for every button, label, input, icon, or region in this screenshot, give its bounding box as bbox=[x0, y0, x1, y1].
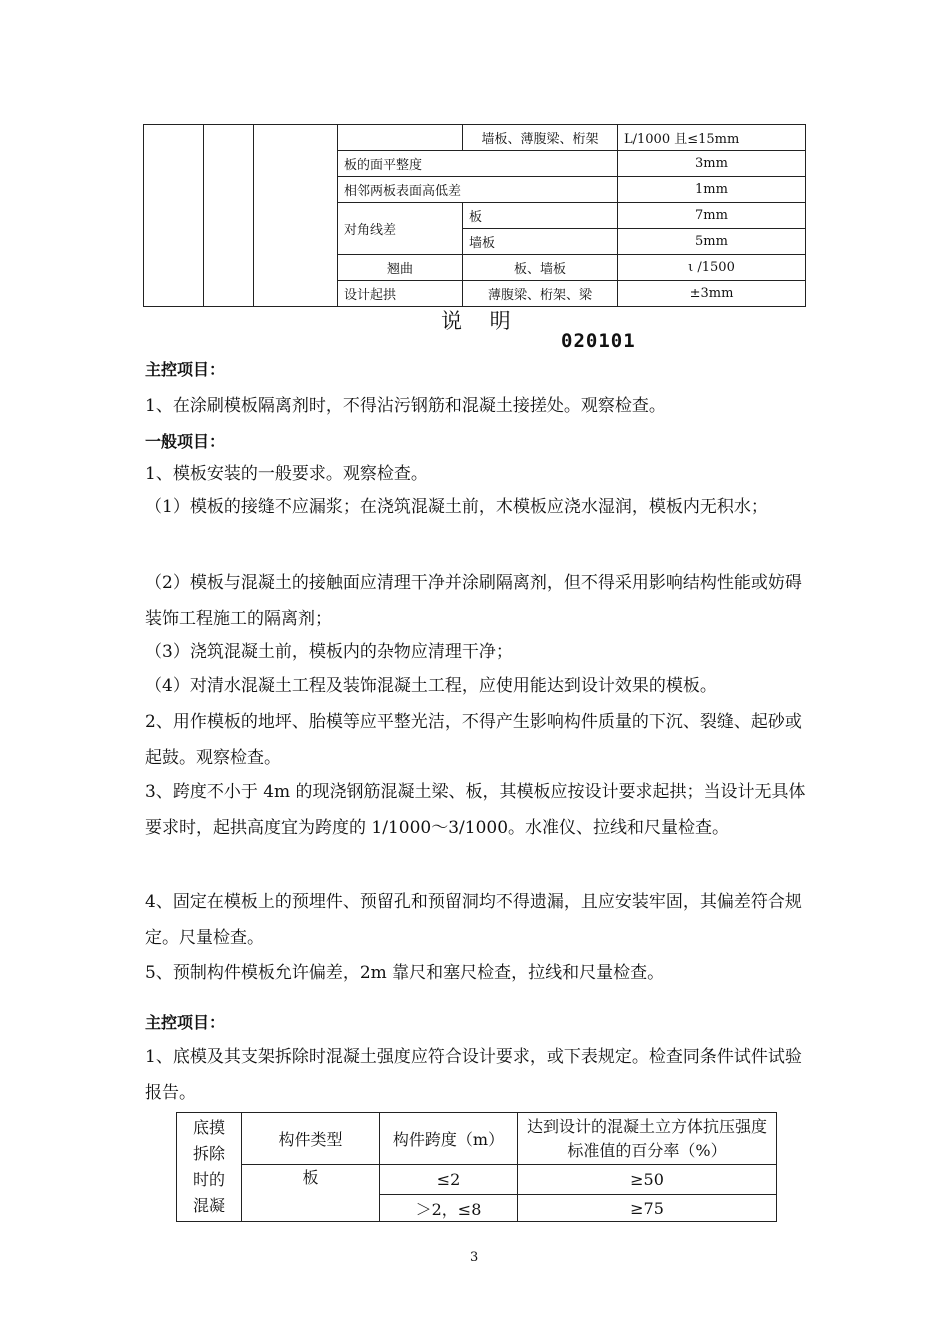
section-code: 020101 bbox=[561, 330, 636, 352]
table-cell: ＞2，≤8 bbox=[380, 1195, 518, 1222]
blank-cell bbox=[338, 125, 463, 151]
tolerance-value: ι /1500 bbox=[618, 255, 806, 281]
tolerance-table bbox=[143, 124, 806, 307]
paragraph: 1、底模及其支架拆除时混凝土强度应符合设计要求，或下表规定。检查同条件试件试验报告。 bbox=[145, 1047, 802, 1103]
section-heading: 说 明 bbox=[441, 309, 511, 333]
tolerance-value: 5mm bbox=[618, 229, 806, 255]
tolerance-sub: 墙板、薄腹梁、桁架 bbox=[463, 125, 618, 151]
paragraph: 4、固定在模板上的预埋件、预留孔和预留洞均不得遗漏，且应安装牢固，其偏差符合规定。尺量检查。 bbox=[145, 892, 802, 948]
paragraph: 1、在涂刷模板隔离剂时，不得沾污钢筋和混凝土接搓处。观察检查。 bbox=[145, 396, 666, 416]
table-cell: 板 bbox=[242, 1165, 380, 1222]
formwork-removal-table bbox=[176, 1112, 777, 1222]
page-number: 3 bbox=[470, 1250, 479, 1265]
tolerance-value: 1mm bbox=[618, 177, 806, 203]
tolerance-sub: 板、墙板 bbox=[463, 255, 618, 281]
paragraph: （3）浇筑混凝土前，模板内的杂物应清理干净； bbox=[145, 642, 513, 662]
paragraph: （1）模板的接缝不应漏浆；在浇筑混凝土前，木模板应浇水湿润，模板内无积水； bbox=[145, 497, 768, 517]
paragraph: 3、跨度不小于 4m 的现浇钢筋混凝土梁、板，其模板应按设计要求起拱；当设计无具体要求时，起拱高度宜为跨度的 1/1000～3/1000。水准仪、拉线和尺量检查。 bbox=[145, 782, 806, 838]
table-cell: ≥75 bbox=[518, 1195, 777, 1222]
paragraph: 2、用作模板的地坪、胎模等应平整光洁，不得产生影响构件质量的下沉、裂缝、起砂或起鼓。观察检查。 bbox=[145, 712, 802, 768]
column-header: 达到设计的混凝土立方体抗压强度标准值的百分率（%） bbox=[518, 1113, 777, 1165]
section-title: 主控项目： bbox=[145, 1013, 226, 1032]
tolerance-value: 3mm bbox=[618, 151, 806, 177]
paragraph: （4）对清水混凝土工程及装饰混凝土工程，应使用能达到设计效果的模板。 bbox=[145, 676, 717, 696]
tolerance-label: 相邻两板表面高低差 bbox=[338, 177, 618, 203]
table-cell: ≥50 bbox=[518, 1165, 777, 1195]
section-title: 主控项目： bbox=[145, 360, 226, 379]
paragraph: （2）模板与混凝土的接触面应清理干净并涂刷隔离剂，但不得采用影响结构性能或妨碍装饰工程施工的隔离剂； bbox=[145, 573, 802, 629]
tolerance-value: L/1000 且≤15mm bbox=[618, 125, 806, 151]
column-header: 构件类型 bbox=[242, 1113, 380, 1165]
tolerance-sub: 墙板 bbox=[463, 229, 618, 255]
tolerance-label: 板的面平整度 bbox=[338, 151, 618, 177]
tolerance-value: ±3mm bbox=[618, 281, 806, 307]
blank-cell bbox=[204, 125, 254, 307]
tolerance-label: 设计起拱 bbox=[338, 281, 463, 307]
table-row-header: 底摸拆除时的混凝 bbox=[177, 1113, 242, 1222]
paragraph: 5、预制构件模板允许偏差，2m 靠尺和塞尺检查，拉线和尺量检查。 bbox=[145, 963, 665, 983]
section-title: 一般项目： bbox=[145, 432, 226, 451]
column-header: 构件跨度（m） bbox=[380, 1113, 518, 1165]
table-cell: ≤2 bbox=[380, 1165, 518, 1195]
tolerance-sub: 薄腹梁、桁架、梁 bbox=[463, 281, 618, 307]
tolerance-label: 对角线差 bbox=[338, 203, 463, 255]
tolerance-label: 翘曲 bbox=[338, 255, 463, 281]
tolerance-value: 7mm bbox=[618, 203, 806, 229]
blank-cell bbox=[144, 125, 204, 307]
blank-cell bbox=[254, 125, 338, 307]
paragraph: 1、模板安装的一般要求。观察检查。 bbox=[145, 464, 428, 484]
tolerance-sub: 板 bbox=[463, 203, 618, 229]
